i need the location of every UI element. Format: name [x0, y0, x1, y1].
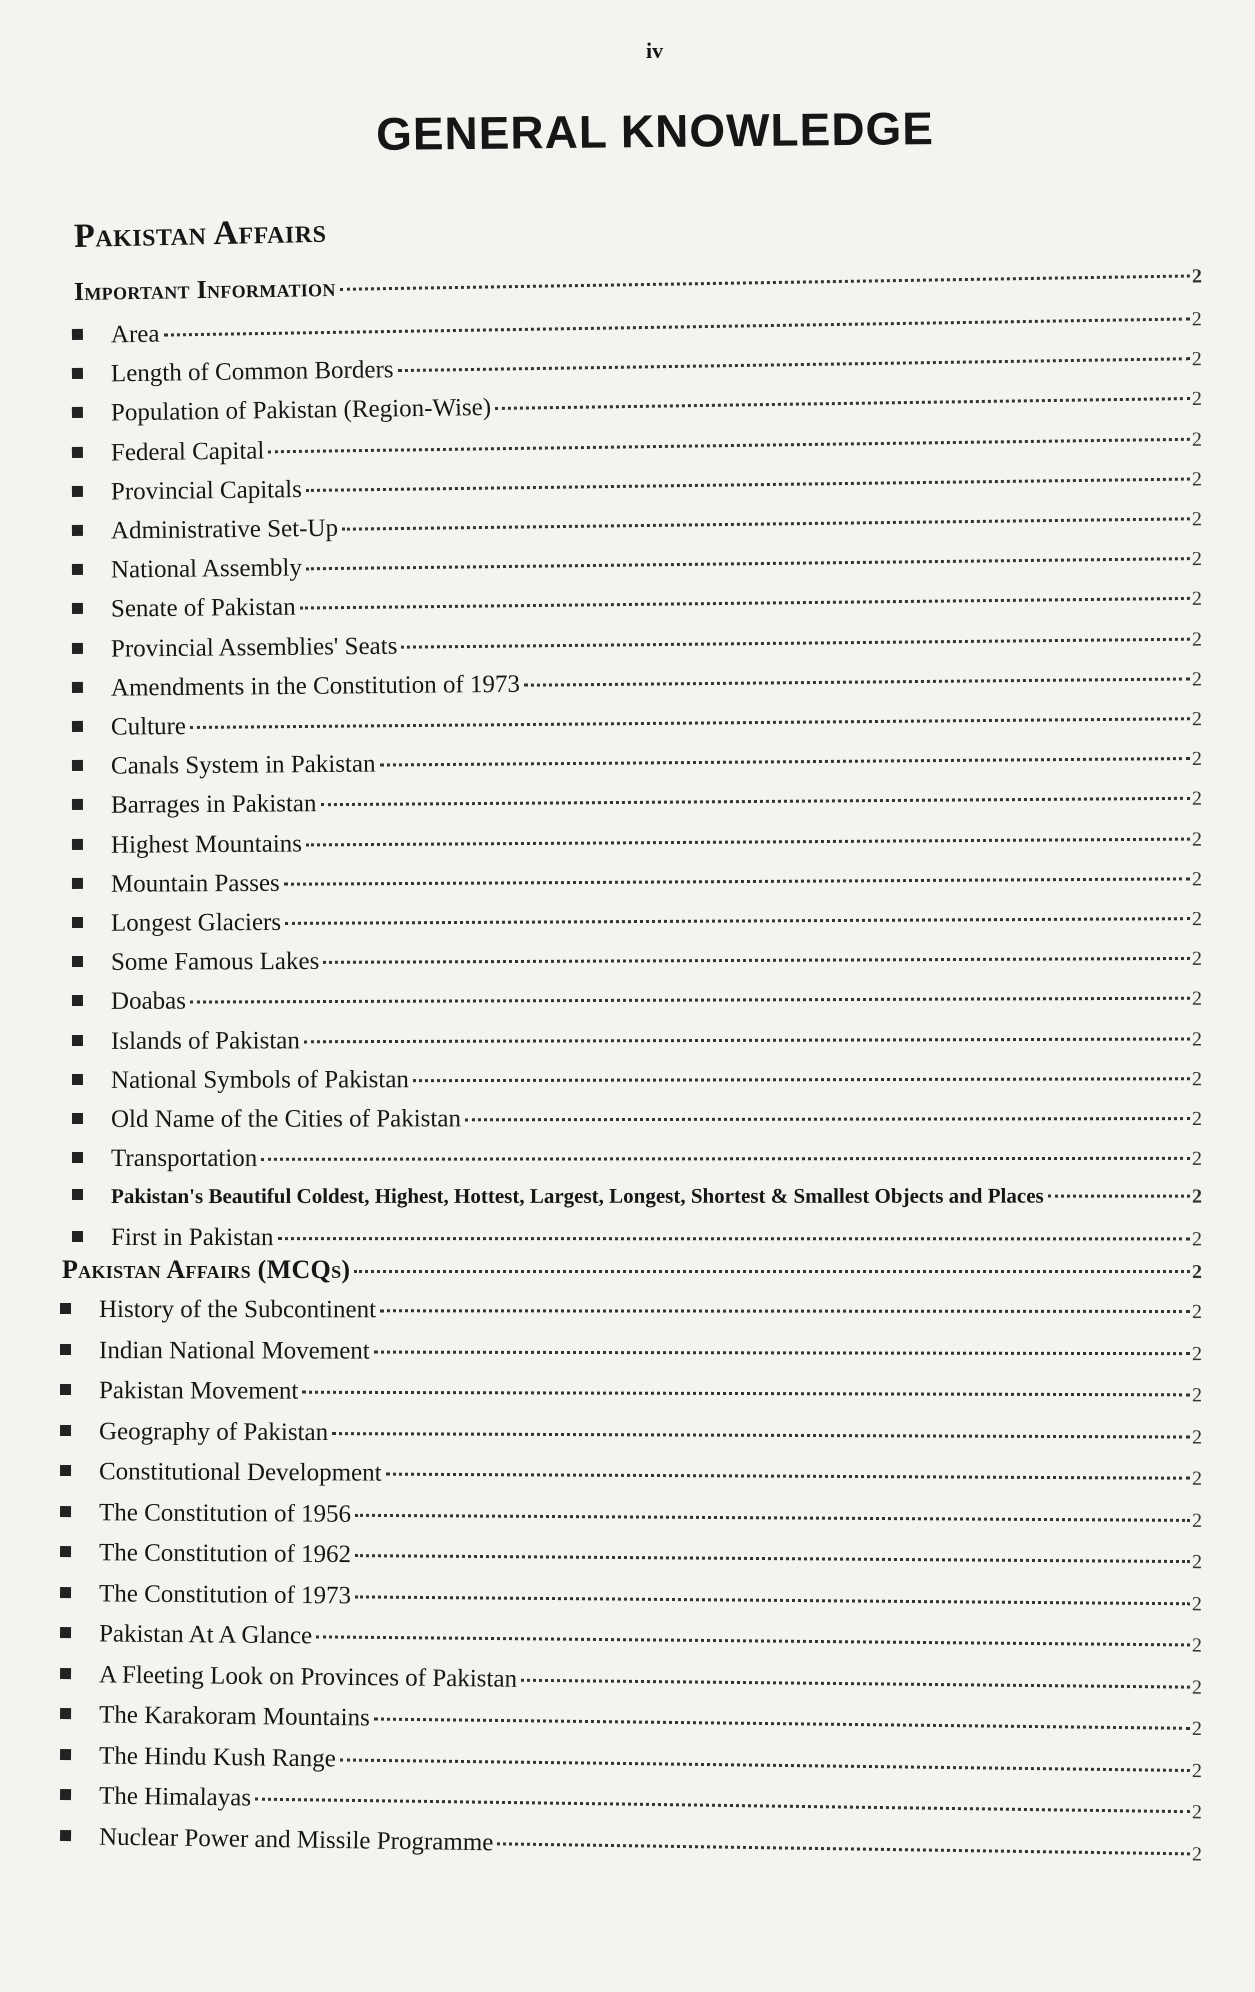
- dot-leader: [306, 557, 1190, 570]
- dot-leader: [304, 1037, 1190, 1043]
- toc-entry[interactable]: [72, 624, 1203, 669]
- toc-entry-label: Highest Mountains: [110, 830, 303, 859]
- page-ref: 2: [1191, 788, 1203, 811]
- dot-leader: [380, 1309, 1190, 1313]
- dot-leader: [524, 677, 1190, 686]
- toc-entry-label: Pakistan Movement: [98, 1377, 299, 1405]
- toc-entry[interactable]: [60, 1296, 1203, 1331]
- page-ref: 2: [1191, 548, 1203, 571]
- page-ref: 2: [1191, 1842, 1203, 1866]
- toc-entry-label: Some Famous Lakes: [110, 948, 320, 977]
- toc-entry[interactable]: [60, 1579, 1203, 1623]
- toc-entry-label: Pakistan's Beautiful Coldest, Highest, Hottest, Largest, Longest, Shortest & Smallest Objects and Places: [110, 1184, 1044, 1209]
- toc-subheading-label: Important Information: [73, 272, 336, 306]
- dot-leader: [261, 1157, 1190, 1161]
- bullet-icon: [60, 1627, 71, 1638]
- toc-entry-label: Amendments in the Constitution of 1973: [110, 670, 521, 702]
- dot-leader: [354, 1270, 1190, 1273]
- toc-entry-label: Length of Common Borders: [110, 356, 394, 388]
- bullet-icon: [72, 721, 83, 732]
- dot-leader: [302, 1391, 1190, 1397]
- toc-subheading-important-information[interactable]: [73, 259, 1203, 311]
- page-number: iv: [646, 38, 664, 63]
- toc-entry-label: Pakistan At A Glance: [98, 1620, 313, 1650]
- toc-entry[interactable]: [72, 1223, 1203, 1258]
- toc-entry-label: Old Name of the Cities of Pakistan: [110, 1105, 461, 1133]
- bullet-icon: [72, 1231, 83, 1242]
- toc-entry[interactable]: [72, 824, 1203, 865]
- toc-entry[interactable]: [60, 1620, 1203, 1665]
- page-ref: 2: [1191, 1676, 1203, 1699]
- dot-leader: [355, 1554, 1190, 1563]
- page-ref: 2: [1191, 828, 1203, 851]
- toc-entry-label: Longest Glaciers: [110, 908, 282, 937]
- page-ref: 2: [1191, 1384, 1203, 1407]
- page-ref: 2: [1191, 428, 1203, 451]
- bullet-icon: [72, 682, 83, 693]
- page-ref: 2: [1191, 1068, 1203, 1091]
- toc-entry[interactable]: [72, 1144, 1203, 1179]
- bullet-icon: [60, 1465, 71, 1476]
- page-ref: 2: [1191, 1717, 1203, 1740]
- page-ref: 2: [1191, 508, 1203, 531]
- page-ref: 2: [1191, 988, 1203, 1011]
- toc-entry-label: Area: [110, 320, 160, 349]
- toc-entry[interactable]: [72, 1104, 1203, 1140]
- toc-entry[interactable]: [60, 1498, 1203, 1540]
- dot-leader: [190, 717, 1190, 729]
- dot-leader: [386, 1473, 1190, 1480]
- toc-entry-label: Islands of Pakistan: [110, 1026, 300, 1055]
- section-heading: Pakistan Affairs: [73, 212, 327, 255]
- toc-entry-label: The Karakoram Mountains: [98, 1701, 370, 1732]
- bullet-icon: [72, 446, 83, 457]
- toc-entry-label: Canals System in Pakistan: [110, 750, 376, 780]
- toc-subheading-label: Pakistan Affairs (MCQs): [62, 1255, 351, 1284]
- page-ref: 2: [1191, 1551, 1203, 1574]
- bullet-icon: [60, 1506, 71, 1517]
- dot-leader: [306, 837, 1190, 846]
- bullet-icon: [72, 525, 83, 536]
- toc-entry-label: National Assembly: [110, 554, 303, 584]
- toc-entry-label: The Constitution of 1962: [98, 1539, 352, 1569]
- toc-entry-label: Provincial Assemblies' Seats: [110, 632, 398, 663]
- toc-entry-label: Population of Pakistan (Region-Wise): [110, 394, 492, 427]
- bullet-icon: [72, 1074, 83, 1085]
- bullet-icon: [72, 1035, 83, 1046]
- dot-leader: [342, 517, 1190, 530]
- page-ref: 2: [1191, 628, 1203, 651]
- dot-leader: [300, 597, 1190, 610]
- toc-entry[interactable]: [60, 1782, 1203, 1831]
- toc-entry[interactable]: [60, 1701, 1203, 1748]
- page-ref: 2: [1191, 308, 1203, 331]
- page-ref: 2: [1191, 1592, 1203, 1615]
- bullet-icon: [72, 956, 83, 967]
- toc-entry[interactable]: [60, 1377, 1203, 1414]
- toc-entry[interactable]: [72, 1184, 1203, 1218]
- dot-leader: [306, 477, 1190, 491]
- page-ref: 2: [1191, 1028, 1203, 1051]
- toc-entry-label: Provincial Capitals: [110, 475, 303, 506]
- toc-entry[interactable]: [72, 904, 1203, 944]
- toc-entry[interactable]: [72, 1064, 1203, 1101]
- bullet-icon: [60, 1668, 71, 1679]
- toc-entry-label: The Constitution of 1973: [98, 1579, 352, 1609]
- page-ref: 2: [1191, 468, 1203, 491]
- bullet-icon: [72, 917, 83, 928]
- bullet-icon: [60, 1708, 71, 1719]
- toc-entry-label: Transportation: [110, 1144, 258, 1173]
- dot-leader: [323, 957, 1190, 964]
- bullet-icon: [72, 760, 83, 771]
- dot-leader: [374, 1718, 1190, 1730]
- toc-entry-label: Mountain Passes: [110, 869, 280, 898]
- dot-leader: [413, 1077, 1190, 1082]
- bullet-icon: [72, 1189, 83, 1200]
- bullet-icon: [60, 1344, 71, 1355]
- toc-entry-label: Federal Capital: [110, 436, 265, 467]
- toc-entry-label: Indian National Movement: [98, 1336, 370, 1365]
- dot-leader: [190, 997, 1190, 1004]
- page-ref: 2: [1191, 1227, 1203, 1250]
- toc-entry[interactable]: [60, 1823, 1203, 1874]
- toc-entry[interactable]: [72, 584, 1203, 630]
- toc-entry[interactable]: [60, 1539, 1203, 1581]
- page-ref: 2: [1191, 1148, 1203, 1171]
- bullet-icon: [72, 642, 83, 653]
- page-ref: 2: [1191, 1801, 1203, 1824]
- toc-entry-label: The Hindu Kush Range: [98, 1741, 336, 1772]
- dot-leader: [495, 397, 1190, 410]
- bullet-icon: [60, 1384, 71, 1395]
- bullet-icon: [72, 407, 83, 418]
- toc-entry[interactable]: [72, 544, 1203, 591]
- toc-entry[interactable]: [72, 744, 1203, 787]
- page-ref: 2: [1191, 748, 1203, 771]
- dot-leader: [374, 1350, 1190, 1355]
- dot-leader: [332, 1432, 1190, 1438]
- page-ref: 2: [1191, 1467, 1203, 1490]
- bullet-icon: [72, 1113, 83, 1124]
- dot-leader: [340, 274, 1190, 290]
- dot-leader: [316, 1635, 1190, 1646]
- page-ref: 2: [1191, 588, 1203, 611]
- bullet-icon: [72, 486, 83, 497]
- page-ref: 2: [1191, 668, 1203, 691]
- bullet-icon: [72, 839, 83, 850]
- toc-entry[interactable]: [60, 1660, 1203, 1707]
- dot-leader: [268, 437, 1190, 453]
- page-ref: 2: [1191, 1509, 1203, 1532]
- dot-leader: [320, 797, 1189, 806]
- bullet-icon: [72, 878, 83, 889]
- toc-entry-label: National Symbols of Pakistan: [110, 1065, 409, 1094]
- dot-leader: [521, 1678, 1190, 1688]
- bullet-icon: [72, 603, 83, 614]
- toc-entry[interactable]: [72, 664, 1203, 709]
- toc-entry-label: The Himalayas: [98, 1782, 252, 1812]
- toc-entry[interactable]: [72, 944, 1203, 983]
- toc-entry[interactable]: [72, 784, 1203, 826]
- dot-leader: [164, 317, 1190, 336]
- bullet-icon: [60, 1303, 71, 1314]
- dot-leader: [465, 1117, 1190, 1121]
- toc-entry[interactable]: [72, 704, 1203, 748]
- toc-entry[interactable]: [72, 984, 1203, 1022]
- page-ref: 2: [1191, 348, 1203, 371]
- page-ref: 2: [1191, 1185, 1203, 1208]
- toc-entry-label: First in Pakistan: [110, 1223, 274, 1251]
- toc-entry-label: Geography of Pakistan: [98, 1417, 329, 1446]
- dot-leader: [255, 1798, 1190, 1814]
- bullet-icon: [72, 564, 83, 575]
- bullet-icon: [60, 1587, 71, 1598]
- page-ref: 2: [1191, 868, 1203, 891]
- toc-entry-label: Nuclear Power and Missile Programme: [98, 1823, 494, 1856]
- page-ref: 2: [1191, 708, 1203, 731]
- page-ref: 2: [1191, 1108, 1203, 1131]
- dot-leader: [285, 917, 1190, 925]
- page-ref: 2: [1191, 1634, 1203, 1657]
- bullet-icon: [72, 799, 83, 810]
- toc-entry[interactable]: [60, 1741, 1203, 1790]
- dot-leader: [355, 1595, 1190, 1605]
- bullet-icon: [60, 1546, 71, 1557]
- toc-entry-label: A Fleeting Look on Provinces of Pakistan: [98, 1660, 518, 1693]
- bullet-icon: [72, 368, 83, 379]
- toc-entry[interactable]: [60, 1336, 1203, 1373]
- toc-entry-label: Culture: [110, 713, 187, 741]
- bullet-icon: [72, 329, 83, 340]
- page-ref: 2: [1191, 1426, 1203, 1449]
- page-ref: 2: [1191, 388, 1203, 411]
- dot-leader: [401, 637, 1190, 648]
- toc-entry-label: Barrages in Pakistan: [110, 790, 317, 820]
- page-ref: 2: [1192, 1261, 1203, 1283]
- toc-entry[interactable]: [72, 504, 1203, 552]
- dot-leader: [355, 1513, 1190, 1521]
- toc-entry-label: Senate of Pakistan: [110, 593, 296, 623]
- toc-entry-label: Administrative Set-Up: [110, 514, 339, 545]
- page-ref: 2: [1191, 1300, 1203, 1323]
- toc-subheading-pakistan-affairs-mcqs[interactable]: [62, 1255, 1203, 1289]
- bullet-icon: [60, 1830, 71, 1841]
- page-ref: 2: [1191, 908, 1203, 931]
- toc-entry-label: Doabas: [110, 987, 187, 1016]
- toc-entry-label: History of the Subcontinent: [98, 1296, 377, 1324]
- toc-entry[interactable]: [72, 1024, 1203, 1062]
- bullet-icon: [60, 1425, 71, 1436]
- dot-leader: [497, 1842, 1190, 1855]
- toc-entry-label: The Constitution of 1956: [98, 1498, 352, 1528]
- toc-entry-label: Constitutional Development: [98, 1458, 382, 1487]
- toc-entry[interactable]: [60, 1417, 1203, 1457]
- toc-entry[interactable]: [60, 1458, 1203, 1498]
- bullet-icon: [60, 1749, 71, 1760]
- dot-leader: [398, 357, 1190, 372]
- dot-leader: [340, 1758, 1190, 1772]
- page-title: GENERAL KNOWLEDGE: [375, 102, 935, 160]
- page-ref: 2: [1191, 1759, 1203, 1782]
- dot-leader: [278, 1237, 1190, 1240]
- toc-entry[interactable]: [72, 864, 1203, 905]
- bullet-icon: [72, 995, 83, 1006]
- page-ref: 2: [1191, 948, 1203, 971]
- dot-leader: [284, 877, 1190, 885]
- bullet-icon: [72, 1152, 83, 1163]
- page-ref: 2: [1191, 1342, 1203, 1365]
- dot-leader: [1048, 1195, 1190, 1198]
- page-ref: 2: [1191, 265, 1203, 288]
- dot-leader: [380, 757, 1190, 767]
- bullet-icon: [60, 1789, 71, 1800]
